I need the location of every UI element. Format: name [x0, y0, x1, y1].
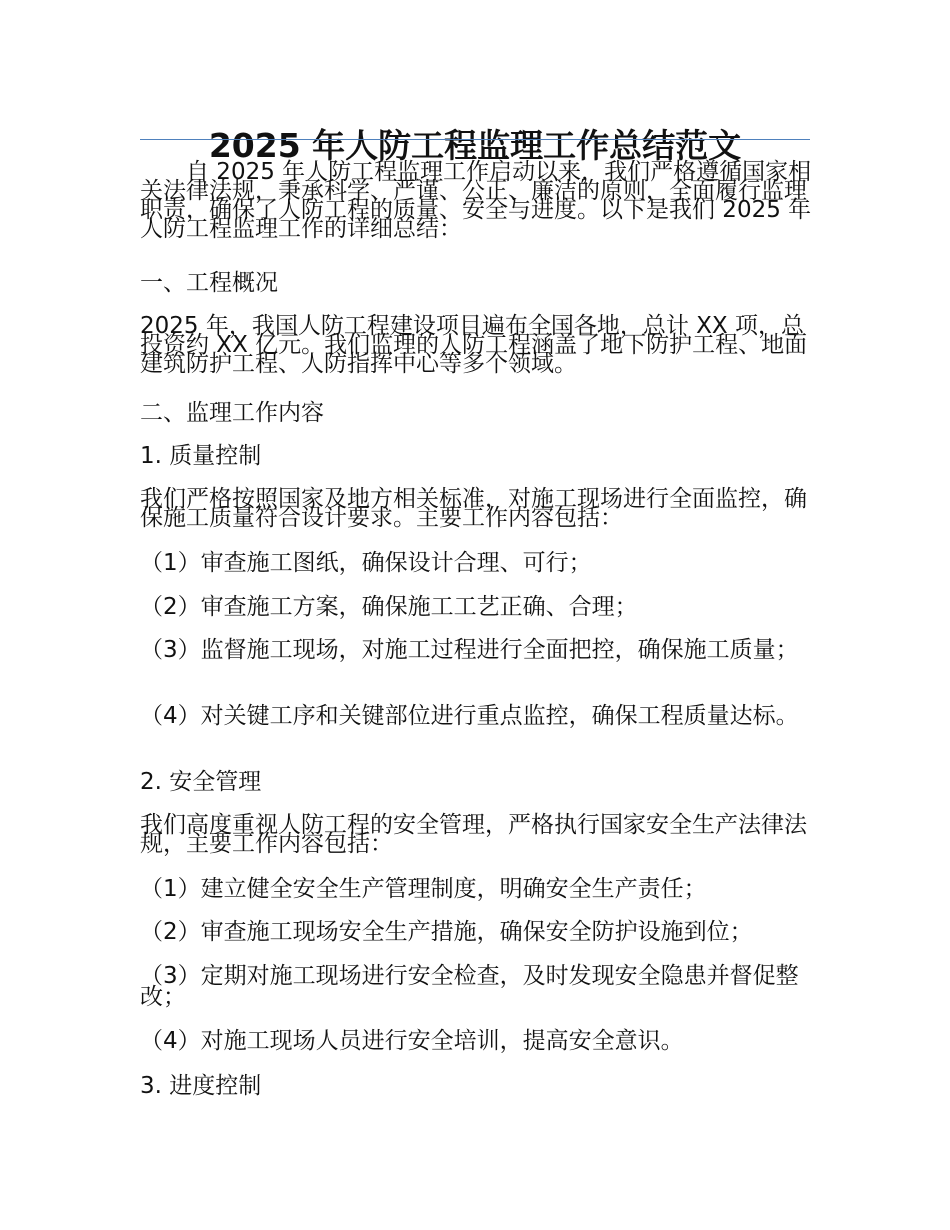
- quality-item-3: （3）监督施工现场，对施工过程进行全面把控，确保施工质量；: [140, 637, 799, 663]
- safety-item-3: （3）定期对施工现场进行安全检查，及时发现安全隐患并督促整改；: [140, 963, 799, 1010]
- quality-item-4: （4）对关键工序和关键部位进行重点监控，确保工程质量达标。: [140, 703, 799, 729]
- title-underline: [140, 139, 810, 140]
- subheading-safety-management: 2. 安全管理: [140, 769, 262, 795]
- safety-item-4: （4）对施工现场人员进行安全培训，提高安全意识。: [140, 1028, 684, 1054]
- safety-paragraph: 我们高度重视人防工程的安全管理，严格执行国家安全生产法律法规，主要工作内容包括：: [140, 812, 807, 857]
- subheading-quality-control: 1. 质量控制: [140, 443, 262, 469]
- section-heading-work-content: 二、监理工作内容: [140, 400, 324, 426]
- safety-item-2: （2）审查施工现场安全生产措施，确保安全防护设施到位；: [140, 919, 753, 945]
- overview-paragraph: 2025 年，我国人防工程建设项目遍布全国各地，总计 XX 项，总投资约 XX 亿元。我们监理的人防工程涵盖了地下防护工程、地面建筑防护工程、人防指挥中心等多个领域。: [140, 313, 808, 377]
- section-heading-overview: 一、工程概况: [140, 270, 278, 296]
- quality-paragraph: 我们严格按照国家及地方相关标准，对施工现场进行全面监控，确保施工质量符合设计要求。主要工作内容包括：: [140, 486, 807, 531]
- intro-paragraph: 自 2025 年人防工程监理工作启动以来，我们严格遵循国家相关法律法规，秉承科学、严谨、公正、廉洁的原则，全面履行监理职责，确保了人防工程的质量、安全与进度。以下是我们 2025 年人防工程监理工作的详细总结：: [140, 159, 812, 242]
- safety-item-1: （1）建立健全安全生产管理制度，明确安全生产责任；: [140, 876, 707, 902]
- quality-item-2: （2）审查施工方案，确保施工工艺正确、合理；: [140, 594, 638, 620]
- document-title: 2025 年人防工程监理工作总结范文: [208, 126, 742, 166]
- subheading-schedule-control: 3. 进度控制: [140, 1073, 262, 1099]
- quality-item-1: （1）审查施工图纸，确保设计合理、可行；: [140, 550, 592, 576]
